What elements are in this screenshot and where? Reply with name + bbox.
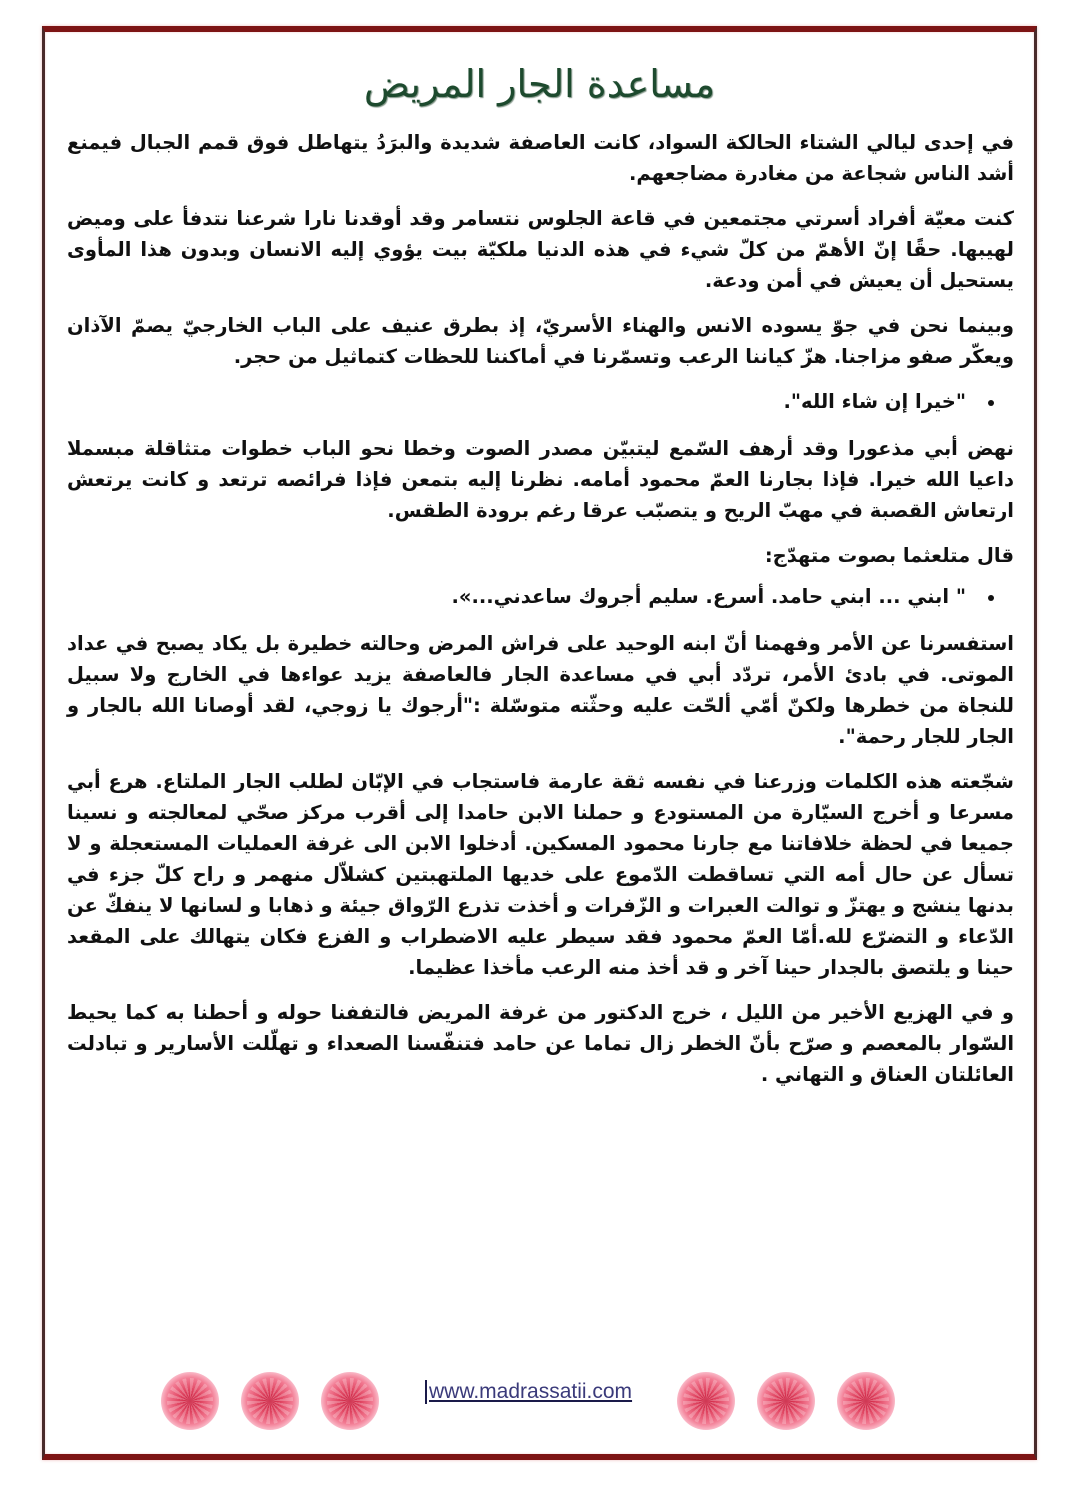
dialogue-bullet [67, 386, 1014, 417]
bullet-icon [988, 595, 994, 601]
dialogue-text: " ابني ... ابني حامد. أسرع. سليم أجروك ساعدني...». [451, 585, 966, 608]
paragraph-intro: في إحدى ليالي الشتاء الحالكة السواد، كانت العاصفة شديدة والبرَدُ يتهاطل فوق قمم الجبال فيمنع أشد الناس شجاعة من مغادرة مضاجعهم. [67, 131, 1014, 185]
document-frame [42, 26, 1037, 1460]
paragraph-inquiry: استفسرنا عن الأمر وفهمنا أنّ ابنه الوحيد على فراش المرض وحالته خطيرة بل يكاد يصبح في عداد الموتى. في بادئ الأمر، تردّد أبي في مساعدة الجار فالعاصفة يزيد عواءها في الخارج ولا سبيل للنجاة من خطرها ولكنّ أمّي ألحّت عليه وحثّته متوسّلة :"أرجوك يا زوجي، لقد أوصانا الله بالجار و الجار للجار رحمة". [67, 632, 1014, 748]
paragraph-neighbor-speaks: قال متلعثما بصوت متهدّج: [764, 544, 1014, 567]
dialogue-text: "خيرا إن شاء الله". [783, 390, 966, 413]
document-title: مساعدة الجار المريض [363, 62, 716, 106]
bullet-icon [988, 400, 994, 406]
website-link[interactable]: www.madrassatii.com [425, 1380, 632, 1404]
pink-flower-icon [677, 1372, 735, 1430]
pink-flower-icon [837, 1372, 895, 1430]
pink-flower-icon [241, 1372, 299, 1430]
footer [45, 1366, 1034, 1436]
pink-flower-icon [757, 1372, 815, 1430]
paragraph-knock: وبينما نحن في جوّ يسوده الانس والهناء الأسريّ، إذ بطرق عنيف على الباب الخارجيّ يصمّ الآذان ويعكّر صفو مزاجنا. هزّ كياننا الرعب وتسمّرنا في أماكننا للحظات كتماثيل من حجر. [67, 314, 1014, 368]
pink-flower-icon [161, 1372, 219, 1430]
paragraph-hospital: شجّعته هذه الكلمات وزرعنا في نفسه ثقة عارمة فاستجاب في الإبّان لطلب الجار الملتاع. هرع أبي مسرعا و أخرج السيّارة من المستودع و حملنا الابن حامدا إلى أقرب مركز صحّي لمعالجته و نسينا جميعا في لحظة خلافاتنا مع جارنا محمود المسكين. أدخلوا الابن الى غرفة العمليات المستعجلة و لا تسأل عن حال أمه التي تساقطت الدّموع على خديها الملتهبتين كشلاّل منهمر و راح كلّ جزء في بدنها ينشج و يهتزّ و توالت العبرات و الزّفرات و أخذت تذرع الرّواق جيئة و ذهابا و لسانها لا ينفكّ عن الدّعاء و التضرّع لله.أمّا العمّ محمود فقد سيطر عليه الاضطراب و الفزع فكان يتهالك على المقعد حينا و يلتصق بالجدار حينا آخر و قد أخذ منه الرعب مأخذا عظيما. [67, 770, 1014, 979]
paragraph-family-gathering: كنت معيّة أفراد أسرتي مجتمعين في قاعة الجلوس نتسامر وقد أوقدنا نارا شرعنا نتدفأ على وميض لهيبها. حقًا إنّ الأهمّ من كلّ شيء في هذه الدنيا ملكيّة بيت يؤوي إليه الانسان وبدون هذا المأوى يستحيل أن يعيش في أمن ودعة. [67, 207, 1014, 292]
pink-flower-icon [321, 1372, 379, 1430]
paragraph-father-opens: نهض أبي مذعورا وقد أرهف السّمع ليتبيّن مصدر الصوت وخطا نحو الباب خطوات متثاقلة مبسملا داعيا الله خيرا. فإذا بجارنا العمّ محمود أمامه. نظرنا إليه بتمعن فإذا فرائصه ترتعد و كانت يرتعش ارتعاش القصبة في مهبّ الريح و يتصبّب عرقا رغم برودة الطقس. [67, 437, 1014, 522]
story-body [67, 127, 1014, 1104]
dialogue-bullet [67, 581, 1014, 612]
paragraph-ending: و في الهزيع الأخير من الليل ، خرج الدكتور من غرفة المريض فالتففنا حوله و أحطنا به كما يحيط السّوار بالمعصم و صرّح بأنّ الخطر زال تماما عن حامد فتنفّسنا الصعداء و تهلّلت الأسارير و تبادلت العائلتان العناق و التهاني . [67, 1001, 1014, 1086]
